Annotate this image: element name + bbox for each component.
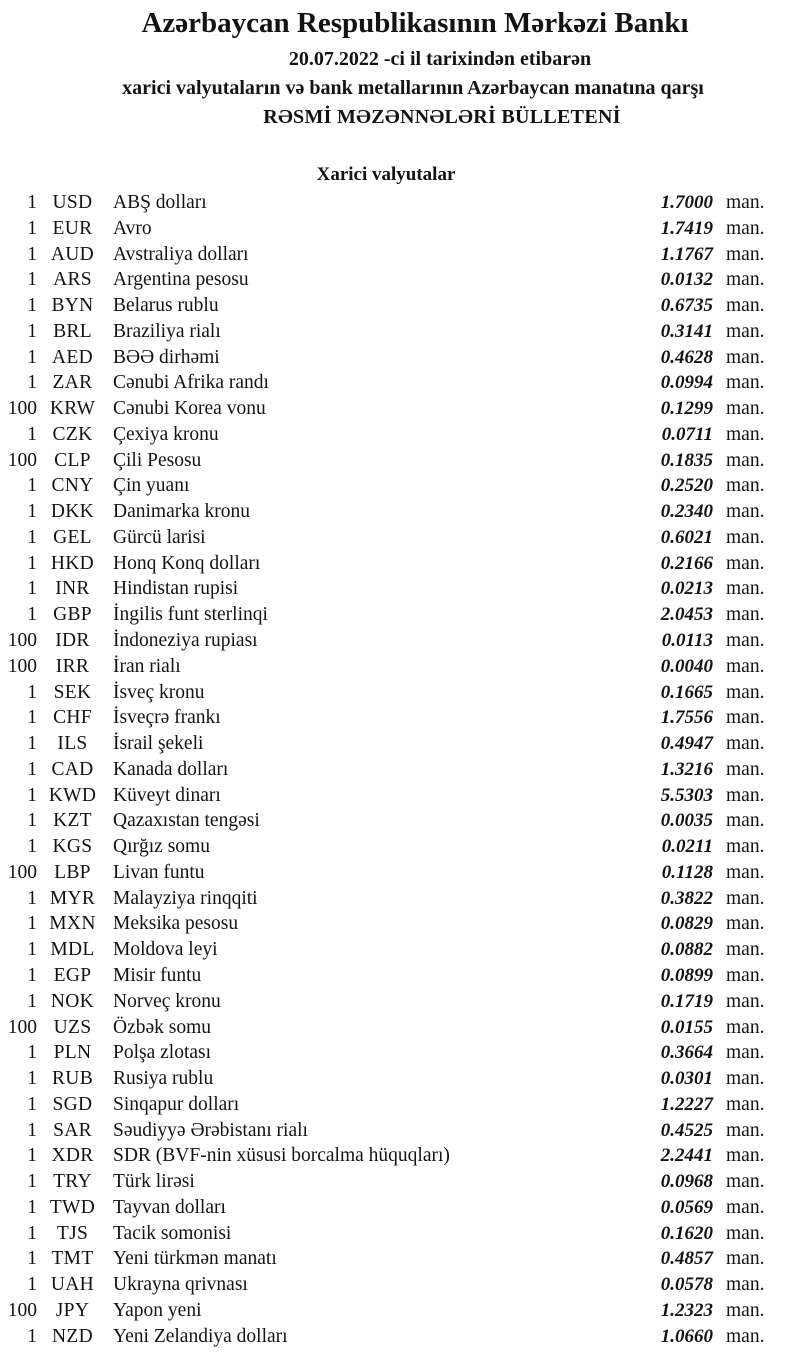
rate-row (0, 1118, 778, 1144)
rate-row (0, 1272, 778, 1298)
unit-label: man. (726, 501, 765, 523)
rate-row (0, 319, 778, 345)
quantity-cell: 1 (27, 887, 37, 909)
rate-row (0, 1169, 778, 1195)
currency-code-cell: KGS (52, 836, 93, 858)
rate-row (0, 499, 778, 525)
rate-value-cell: 0.0213 (660, 578, 713, 600)
rate-value-cell: 1.7419 (660, 217, 713, 239)
quantity-cell: 1 (27, 1042, 37, 1064)
currency-code-cell: EGP (53, 964, 92, 986)
unit-label: man. (726, 526, 765, 548)
quantity-cell: 1 (27, 1068, 37, 1090)
rate-row (0, 396, 778, 422)
unit-label: man. (726, 552, 765, 574)
currency-name-cell: Cənubi Korea vonu (113, 398, 266, 420)
rate-value-cell: 0.2166 (660, 552, 713, 574)
rate-value-cell: 0.0301 (660, 1068, 713, 1090)
currency-name-cell: Avstraliya dolları (113, 243, 249, 265)
rate-row (0, 1066, 778, 1092)
quantity-cell: 100 (7, 1299, 37, 1321)
rate-row (0, 834, 778, 860)
quantity-cell: 1 (27, 1248, 37, 1270)
rate-value-cell: 0.3141 (660, 320, 713, 342)
subject-line: xarici valyutaların və bank metallarının Azərbaycan manatına qarşı (122, 77, 704, 99)
unit-label: man. (726, 707, 765, 729)
rate-row (0, 551, 778, 577)
unit-label: man. (726, 784, 765, 806)
quantity-cell: 1 (27, 578, 37, 600)
rate-row (0, 731, 778, 757)
currency-code-cell: TWD (49, 1196, 96, 1218)
quantity-cell: 1 (27, 423, 37, 445)
quantity-cell: 1 (27, 475, 37, 497)
quantity-cell: 1 (27, 1274, 37, 1296)
quantity-cell: 100 (7, 398, 37, 420)
rate-value-cell: 0.0711 (661, 423, 713, 445)
currency-name-cell: Ukrayna qrivnası (113, 1274, 248, 1296)
rate-row (0, 525, 778, 551)
rate-value-cell: 0.0211 (661, 836, 713, 858)
currency-code-cell: UAH (50, 1274, 95, 1296)
quantity-cell: 100 (7, 630, 37, 652)
currency-code-cell: EUR (52, 217, 93, 239)
unit-label: man. (726, 758, 765, 780)
unit-label: man. (726, 269, 765, 291)
rate-row (0, 345, 778, 371)
currency-code-cell: MDL (50, 939, 95, 961)
currency-code-cell: NZD (52, 1325, 93, 1347)
currency-name-cell: Özbək somu (113, 1016, 212, 1038)
quantity-cell: 1 (27, 1145, 37, 1167)
quantity-cell: 1 (27, 733, 37, 755)
currency-code-cell: UZS (53, 1016, 92, 1038)
unit-label: man. (726, 1325, 765, 1347)
rate-value-cell: 0.0113 (661, 630, 713, 652)
unit-label: man. (726, 192, 765, 213)
currency-name-cell: Çexiya kronu (113, 423, 219, 445)
quantity-cell: 100 (7, 861, 37, 883)
rate-row (0, 242, 778, 268)
unit-label: man. (726, 887, 765, 909)
currency-name-cell: İndoneziya rupiası (113, 630, 258, 652)
unit-label: man. (726, 1093, 765, 1115)
unit-label: man. (726, 1222, 765, 1244)
rate-value-cell: 0.1128 (661, 861, 713, 883)
unit-label: man. (726, 1145, 765, 1167)
rate-value-cell: 0.0035 (660, 810, 713, 832)
currency-code-cell: GBP (53, 604, 92, 626)
rate-row (0, 1143, 778, 1169)
rate-row (0, 190, 778, 216)
rate-value-cell: 0.3664 (660, 1042, 713, 1064)
rate-row (0, 757, 778, 783)
quantity-cell: 1 (27, 1171, 37, 1193)
currency-name-cell: Hindistan rupisi (113, 578, 239, 600)
currency-code-cell: ZAR (52, 372, 93, 394)
rate-row (0, 808, 778, 834)
currency-name-cell: Yeni Zelandiya dolları (113, 1325, 288, 1347)
rate-value-cell: 2.2441 (660, 1145, 713, 1167)
rate-value-cell: 1.7556 (660, 707, 713, 729)
currency-code-cell: IRR (55, 655, 90, 677)
unit-label: man. (726, 578, 765, 600)
currency-name-cell: Misir funtu (113, 964, 202, 986)
rate-value-cell: 5.5303 (660, 784, 713, 806)
rate-value-cell: 1.7000 (660, 192, 713, 213)
unit-label: man. (726, 217, 765, 239)
section-title-foreign-currencies: Xarici valyutalar (316, 164, 456, 185)
currency-code-cell: ARS (53, 269, 92, 291)
quantity-cell: 1 (27, 269, 37, 291)
rate-row (0, 422, 778, 448)
currency-name-cell: Honq Konq dolları (113, 552, 261, 574)
rate-value-cell: 0.0899 (660, 964, 713, 986)
rate-row (0, 448, 778, 474)
quantity-cell: 1 (27, 681, 37, 703)
currency-code-cell: DKK (50, 501, 95, 523)
currency-code-cell: IDR (55, 630, 90, 652)
quantity-cell: 1 (27, 295, 37, 317)
currency-name-cell: Gürcü larisi (113, 526, 206, 548)
rate-value-cell: 0.0994 (660, 372, 713, 394)
rate-value-cell: 0.0578 (660, 1274, 713, 1296)
currency-code-cell: TRY (53, 1171, 92, 1193)
rate-value-cell: 0.0569 (660, 1196, 713, 1218)
quantity-cell: 1 (27, 604, 37, 626)
unit-label: man. (726, 630, 765, 652)
currency-code-cell: SEK (53, 681, 92, 703)
rate-value-cell: 0.0132 (660, 269, 713, 291)
unit-label: man. (726, 449, 765, 471)
unit-label: man. (726, 1016, 765, 1038)
currency-name-cell: Küveyt dinarı (113, 784, 221, 806)
rate-row (0, 937, 778, 963)
rate-value-cell: 0.0829 (660, 913, 713, 935)
unit-label: man. (726, 1042, 765, 1064)
rate-row (0, 576, 778, 602)
unit-label: man. (726, 1299, 765, 1321)
rate-row (0, 1221, 778, 1247)
unit-label: man. (726, 836, 765, 858)
unit-label: man. (726, 939, 765, 961)
currency-name-cell: Moldova leyi (113, 939, 218, 961)
rate-value-cell: 0.0968 (660, 1171, 713, 1193)
rate-row (0, 293, 778, 319)
currency-code-cell: GEL (53, 526, 92, 548)
currency-name-cell: Kanada dolları (113, 758, 229, 780)
currency-code-cell: KWD (48, 784, 97, 806)
quantity-cell: 1 (27, 758, 37, 780)
currency-name-cell: İsveç kronu (113, 681, 205, 703)
rate-value-cell: 0.6021 (660, 526, 713, 548)
currency-code-cell: CHF (53, 707, 92, 729)
unit-label: man. (726, 990, 765, 1012)
currency-name-cell: Çin yuanı (113, 475, 190, 497)
currency-code-cell: SAR (53, 1119, 92, 1141)
rate-row (0, 370, 778, 396)
quantity-cell: 1 (27, 990, 37, 1012)
currency-code-cell: MYR (49, 887, 96, 909)
rate-value-cell: 0.6735 (660, 295, 713, 317)
quantity-cell: 1 (27, 217, 37, 239)
rate-value-cell: 0.1620 (660, 1222, 713, 1244)
currency-code-cell: KZT (53, 810, 92, 832)
currency-name-cell: Braziliya rialı (113, 320, 221, 342)
currency-code-cell: PLN (53, 1042, 92, 1064)
currency-name-cell: İran rialı (113, 655, 181, 677)
quantity-cell: 1 (27, 939, 37, 961)
rates-table (0, 190, 778, 1349)
unit-label: man. (726, 810, 765, 832)
unit-label: man. (726, 1274, 765, 1296)
currency-name-cell: Belarus rublu (113, 295, 219, 317)
quantity-cell: 1 (27, 501, 37, 523)
currency-code-cell: KRW (49, 398, 96, 420)
currency-code-cell: RUB (52, 1068, 93, 1090)
rate-row (0, 1040, 778, 1066)
rate-row (0, 680, 778, 706)
unit-label: man. (726, 295, 765, 317)
currency-name-cell: İsveçrə frankı (113, 707, 221, 729)
quantity-cell: 1 (27, 192, 37, 213)
quantity-cell: 1 (27, 1196, 37, 1218)
currency-name-cell: Avro (113, 217, 152, 239)
currency-name-cell: Tayvan dolları (113, 1196, 226, 1218)
quantity-cell: 1 (27, 346, 37, 368)
currency-code-cell: TJS (56, 1222, 89, 1244)
quantity-cell: 1 (27, 1119, 37, 1141)
unit-label: man. (726, 861, 765, 883)
unit-label: man. (726, 346, 765, 368)
currency-name-cell: Norveç kronu (113, 990, 221, 1012)
currency-name-cell: Qırğız somu (113, 836, 210, 858)
rate-value-cell: 0.2520 (660, 475, 713, 497)
currency-name-cell: Tacik somonisi (113, 1222, 232, 1244)
unit-label: man. (726, 1171, 765, 1193)
rate-value-cell: 0.1835 (660, 449, 713, 471)
rate-row (0, 1324, 778, 1350)
rate-value-cell: 0.1665 (660, 681, 713, 703)
quantity-cell: 100 (7, 449, 37, 471)
quantity-cell: 1 (27, 320, 37, 342)
quantity-cell: 1 (27, 913, 37, 935)
quantity-cell: 1 (27, 552, 37, 574)
unit-label: man. (726, 655, 765, 677)
currency-code-cell: USD (52, 192, 93, 213)
rate-value-cell: 0.2340 (660, 501, 713, 523)
currency-code-cell: SGD (52, 1093, 93, 1115)
quantity-cell: 100 (7, 1016, 37, 1038)
effective-date-line: 20.07.2022 -ci il tarixindən etibarən (288, 48, 592, 70)
rate-row (0, 860, 778, 886)
rate-value-cell: 1.2323 (660, 1299, 713, 1321)
unit-label: man. (726, 1196, 765, 1218)
rate-value-cell: 0.0155 (660, 1016, 713, 1038)
currency-code-cell: AED (52, 346, 93, 368)
currency-name-cell: Çili Pesosu (113, 449, 202, 471)
currency-code-cell: HKD (50, 552, 95, 574)
currency-name-cell: ABŞ dolları (113, 192, 207, 213)
currency-code-cell: MXN (49, 913, 96, 935)
unit-label: man. (726, 1068, 765, 1090)
quantity-cell: 1 (27, 526, 37, 548)
rate-row (0, 602, 778, 628)
unit-label: man. (726, 1119, 765, 1141)
rate-row (0, 628, 778, 654)
unit-label: man. (726, 243, 765, 265)
currency-code-cell: BYN (51, 295, 94, 317)
rate-value-cell: 2.0453 (660, 604, 713, 626)
quantity-cell: 1 (27, 810, 37, 832)
currency-code-cell: CLP (54, 449, 91, 471)
rate-row (0, 1015, 778, 1041)
rate-value-cell: 0.4947 (660, 733, 713, 755)
rate-value-cell: 1.3216 (660, 758, 713, 780)
currency-name-cell: Danimarka kronu (113, 501, 250, 523)
currency-name-cell: Meksika pesosu (113, 913, 239, 935)
currency-name-cell: BƏƏ dirhəmi (113, 346, 220, 368)
currency-code-cell: BRL (53, 320, 92, 342)
currency-name-cell: Malayziya rinqqiti (113, 887, 258, 909)
currency-name-cell: Rusiya rublu (113, 1068, 214, 1090)
unit-label: man. (726, 681, 765, 703)
bulletin-title: RƏSMİ MƏZƏNNƏLƏRİ BÜLLETENİ (263, 106, 621, 128)
rate-row (0, 911, 778, 937)
quantity-cell: 1 (27, 836, 37, 858)
quantity-cell: 1 (27, 1325, 37, 1347)
rate-value-cell: 0.4628 (660, 346, 713, 368)
currency-code-cell: CZK (52, 423, 93, 445)
quantity-cell: 1 (27, 1093, 37, 1115)
quantity-cell: 1 (27, 784, 37, 806)
rate-value-cell: 0.1299 (660, 398, 713, 420)
currency-name-cell: Sinqapur dolları (113, 1093, 240, 1115)
rate-value-cell: 1.2227 (660, 1093, 713, 1115)
rate-row (0, 1298, 778, 1324)
unit-label: man. (726, 398, 765, 420)
currency-code-cell: JPY (55, 1299, 90, 1321)
unit-label: man. (726, 964, 765, 986)
rate-row (0, 705, 778, 731)
rate-row (0, 1195, 778, 1221)
rate-row (0, 989, 778, 1015)
unit-label: man. (726, 475, 765, 497)
currency-code-cell: LBP (54, 861, 91, 883)
unit-label: man. (726, 1248, 765, 1270)
quantity-cell: 1 (27, 243, 37, 265)
currency-name-cell: Livan funtu (113, 861, 205, 883)
quantity-cell: 1 (27, 707, 37, 729)
currency-name-cell: Polşa zlotası (113, 1042, 212, 1064)
unit-label: man. (726, 604, 765, 626)
rate-row (0, 886, 778, 912)
currency-code-cell: CNY (51, 475, 94, 497)
currency-name-cell: İngilis funt sterlinqi (113, 604, 268, 626)
unit-label: man. (726, 423, 765, 445)
currency-code-cell: NOK (50, 990, 95, 1012)
rate-row (0, 654, 778, 680)
rate-value-cell: 1.0660 (660, 1325, 713, 1347)
currency-code-cell: TMT (51, 1248, 94, 1270)
rate-value-cell: 0.1719 (660, 990, 713, 1012)
rate-value-cell: 0.0040 (660, 655, 713, 677)
rate-row (0, 1092, 778, 1118)
rate-value-cell: 0.4525 (660, 1119, 713, 1141)
currency-code-cell: INR (55, 578, 90, 600)
rate-row (0, 473, 778, 499)
unit-label: man. (726, 372, 765, 394)
bank-title: Azərbaycan Respublikasının Mərkəzi Bankı (141, 7, 689, 39)
rate-row (0, 963, 778, 989)
currency-name-cell: Yeni türkmən manatı (113, 1248, 277, 1270)
rate-value-cell: 0.0882 (660, 939, 713, 961)
rate-row (0, 216, 778, 242)
rate-row (0, 783, 778, 809)
unit-label: man. (726, 733, 765, 755)
currency-name-cell: Qazaxıstan tengəsi (113, 810, 260, 832)
currency-name-cell: Cənubi Afrika randı (113, 372, 269, 394)
currency-name-cell: Türk lirəsi (113, 1171, 195, 1193)
currency-name-cell: Səudiyyə Ərəbistanı rialı (113, 1119, 308, 1141)
unit-label: man. (726, 320, 765, 342)
unit-label: man. (726, 913, 765, 935)
rate-row (0, 1246, 778, 1272)
rate-value-cell: 0.4857 (660, 1248, 713, 1270)
currency-name-cell: SDR (BVF-nin xüsusi borcalma hüquqları) (113, 1145, 450, 1167)
currency-name-cell: Argentina pesosu (113, 269, 249, 291)
currency-name-cell: İsrail şekeli (113, 733, 204, 755)
rate-value-cell: 0.3822 (660, 887, 713, 909)
currency-code-cell: ILS (57, 733, 88, 755)
rate-row (0, 267, 778, 293)
currency-code-cell: CAD (51, 758, 94, 780)
quantity-cell: 1 (27, 964, 37, 986)
quantity-cell: 1 (27, 1222, 37, 1244)
currency-name-cell: Yapon yeni (113, 1299, 202, 1321)
currency-code-cell: AUD (50, 243, 95, 265)
quantity-cell: 100 (7, 655, 37, 677)
rate-value-cell: 1.1767 (660, 243, 713, 265)
quantity-cell: 1 (27, 372, 37, 394)
currency-code-cell: XDR (51, 1145, 94, 1167)
